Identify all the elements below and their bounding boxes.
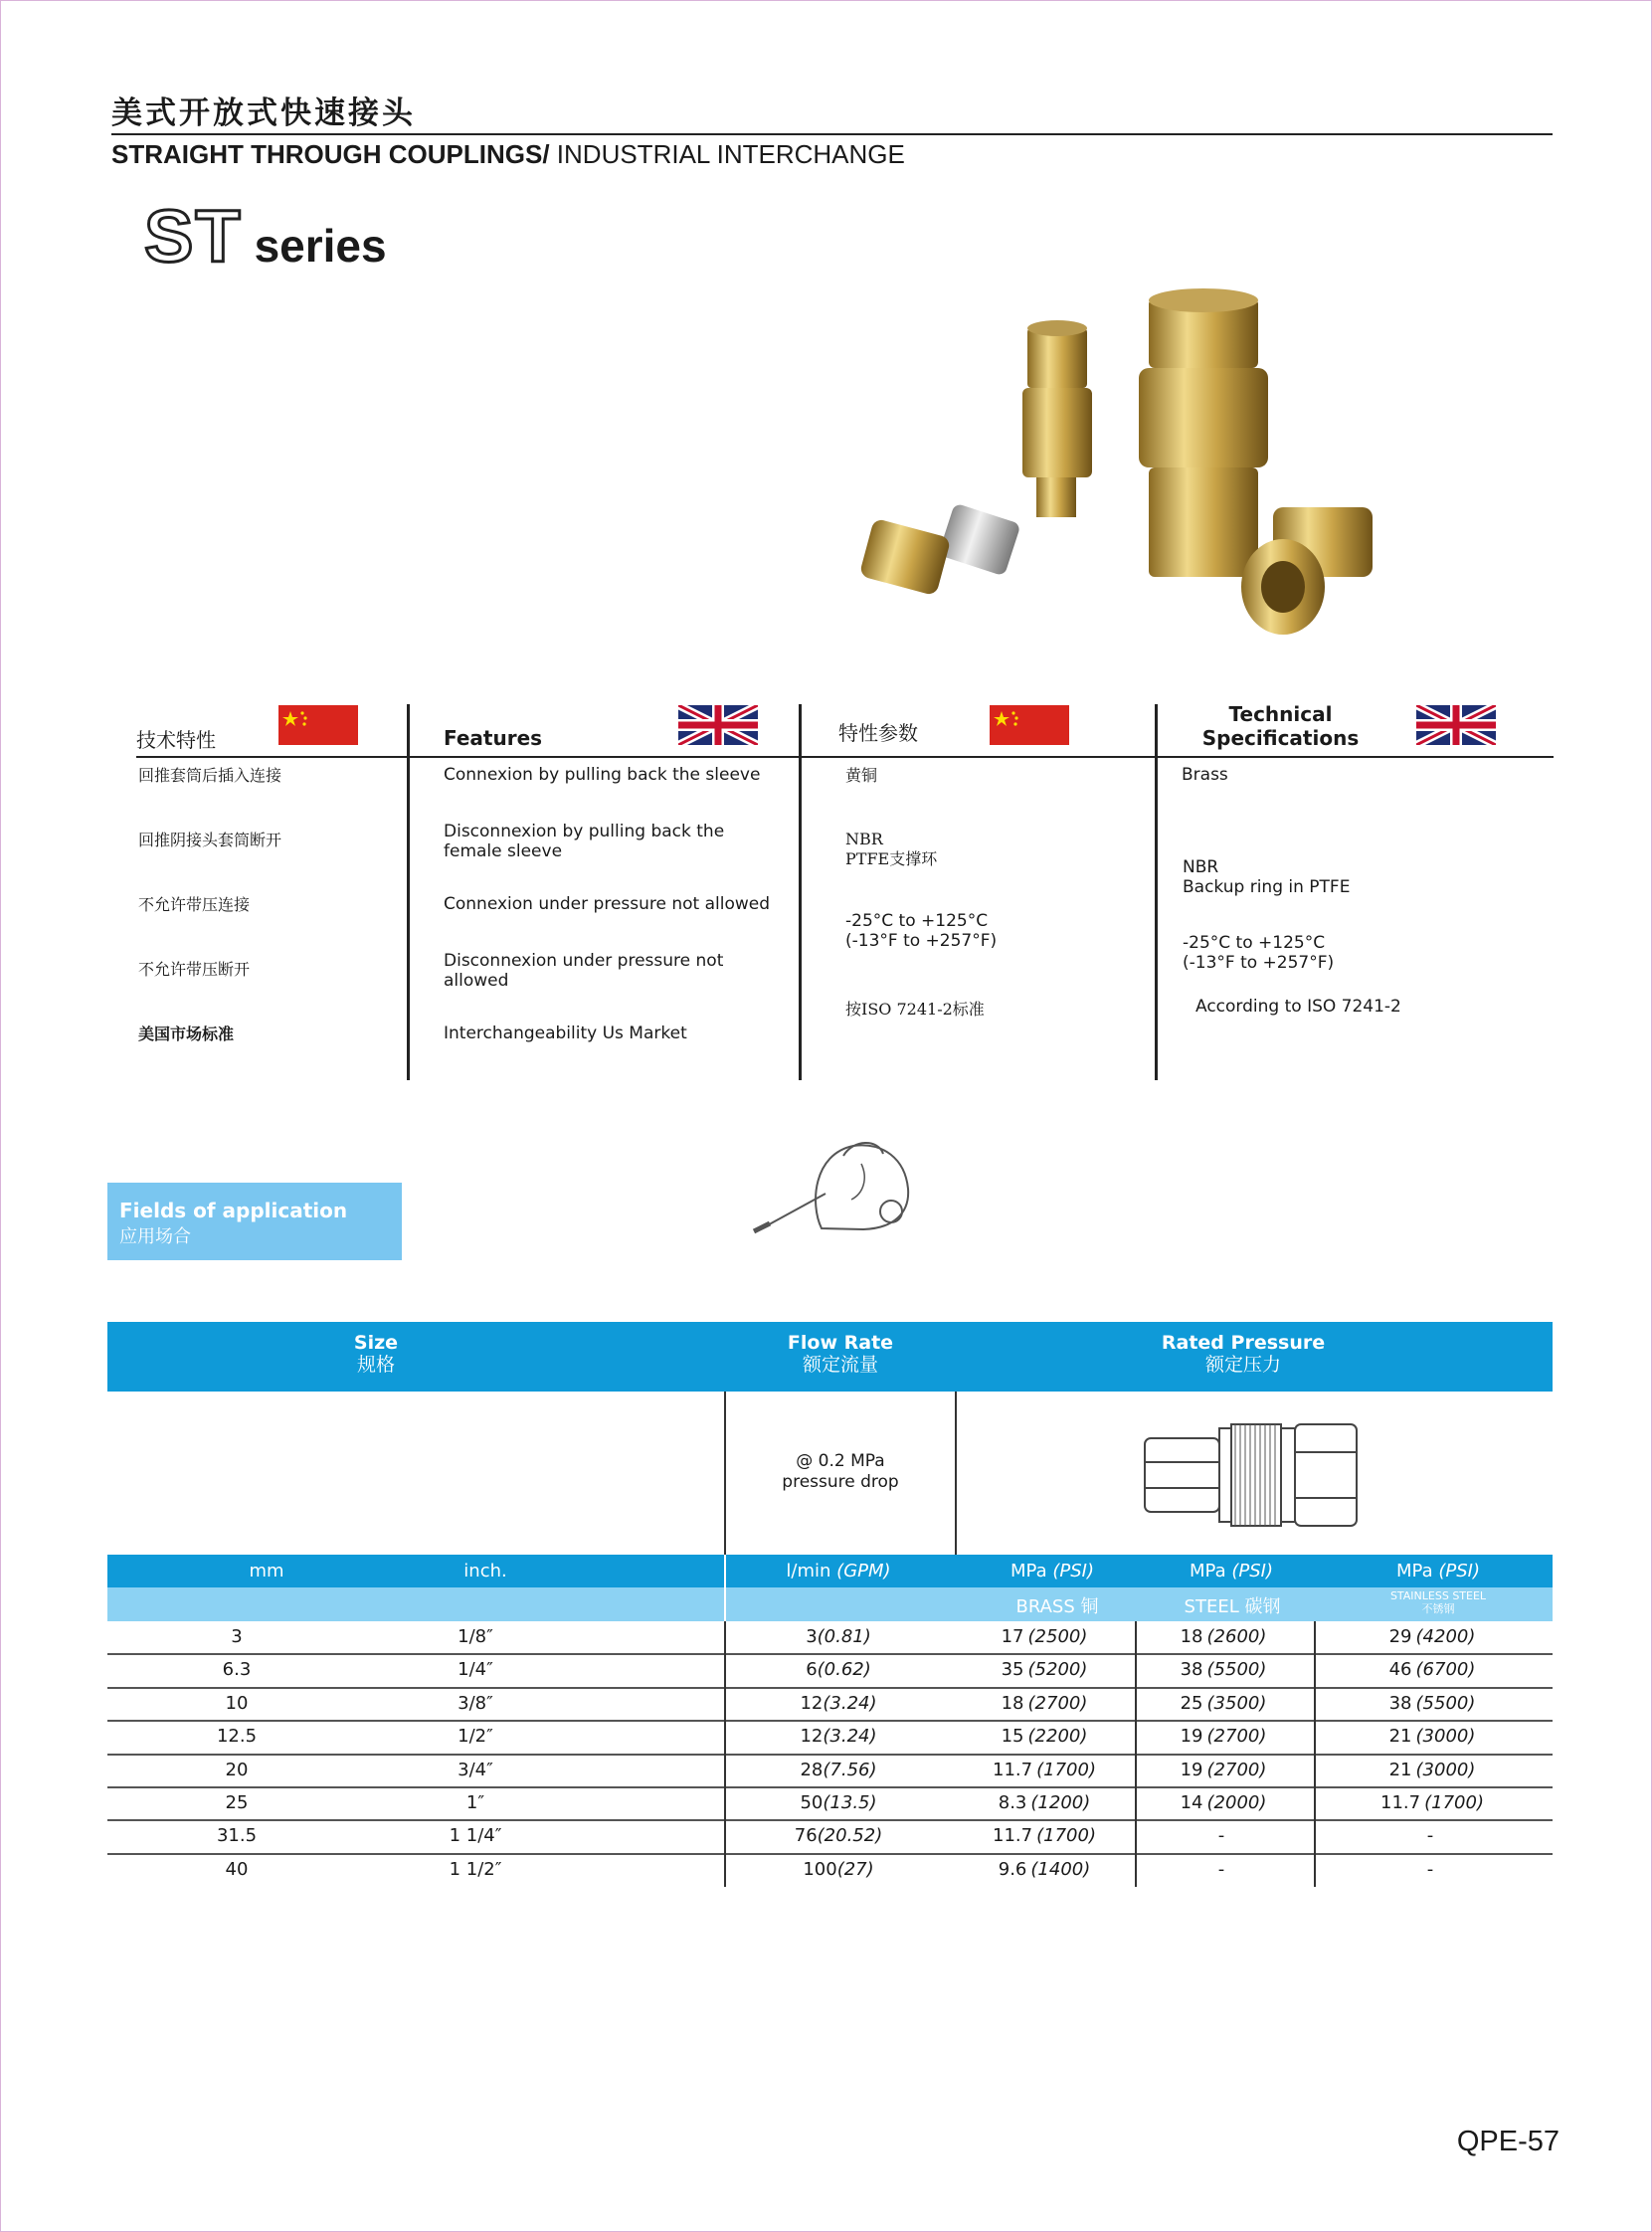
- table-divider: [724, 1621, 726, 1887]
- en-feature-item: female sleeve: [444, 841, 563, 861]
- cell-value: 46: [1388, 1659, 1412, 1681]
- title-en-rest: INDUSTRIAL INTERCHANGE: [549, 139, 905, 169]
- table-cell-flow: [754, 1659, 923, 1680]
- flow-heading-en: Flow Rate: [787, 1332, 894, 1354]
- units-row: [107, 1555, 1553, 1587]
- cell-value: 50: [800, 1792, 824, 1813]
- series-word: series: [254, 220, 387, 272]
- cell-value: 11.7: [993, 1825, 1033, 1847]
- table-cell-ss: [1348, 1659, 1517, 1680]
- cell-value: 15: [1001, 1726, 1024, 1748]
- unit-inch: inch.: [463, 1561, 507, 1581]
- table-cell-ss: [1348, 1825, 1517, 1846]
- table-cell-ss: [1348, 1726, 1517, 1747]
- large-coupler-top: [1149, 288, 1258, 312]
- en-spec-item: NBR: [1183, 857, 1219, 877]
- cell-value: 28: [800, 1759, 824, 1780]
- cell-value: 31.5: [216, 1825, 258, 1847]
- cell-value: 25: [1180, 1692, 1203, 1714]
- front-coupler-bore: [1261, 561, 1305, 613]
- cell-value: 1/4″: [458, 1659, 493, 1681]
- en-feature-item: Disconnexion under pressure not: [444, 951, 724, 971]
- cell-value: 18: [1180, 1626, 1203, 1647]
- cn-spec-item: -25°C to +125°C: [845, 911, 989, 931]
- cell-alt-value: (3500): [1206, 1692, 1267, 1714]
- small-coupler-hex-body: [1027, 328, 1087, 388]
- cell-value: 38: [1388, 1692, 1412, 1714]
- features-col-divider: [1155, 704, 1158, 1080]
- cell-value: 12: [800, 1692, 824, 1714]
- cn-feature-item: 不允许带压断开: [138, 960, 251, 979]
- table-cell-brass: [960, 1659, 1129, 1680]
- table-row-line: [107, 1720, 1553, 1722]
- series-code: ST: [144, 195, 243, 278]
- en-feature-item: Connexion under pressure not allowed: [444, 894, 771, 914]
- small-coupler-top: [1027, 320, 1087, 336]
- cell-value: 1/2″: [458, 1726, 493, 1748]
- cell-value: -: [1217, 1825, 1225, 1847]
- cn-feature-item: 回推阴接头套筒断开: [138, 831, 282, 849]
- cell-value: 9.6: [998, 1858, 1027, 1880]
- cell-value: 76: [794, 1825, 818, 1847]
- cell-alt-value: (1200): [1030, 1792, 1091, 1813]
- pressure-heading-cn: 额定压力: [1204, 1354, 1281, 1376]
- fields-label-cn: 应用场合: [119, 1226, 191, 1247]
- table-cell-mm: [177, 1726, 296, 1747]
- table-cell-inch: [406, 1792, 545, 1813]
- table-cell-inch: [406, 1626, 545, 1647]
- pressure-heading-en: Rated Pressure: [1161, 1332, 1326, 1354]
- cell-value: 6: [806, 1659, 818, 1681]
- cell-alt-value: (5500): [1415, 1692, 1476, 1714]
- cn-spec-item: PTFE支撑环: [845, 849, 938, 868]
- table-cell-steel: [1139, 1825, 1308, 1846]
- steel-plug: [938, 503, 1021, 577]
- cell-value: 3/8″: [458, 1692, 493, 1714]
- unit-steel: [1157, 1561, 1306, 1581]
- cell-alt-value: (1700): [1424, 1792, 1484, 1813]
- table-cell-steel: [1139, 1659, 1308, 1680]
- cell-alt-value: (6700): [1415, 1659, 1476, 1681]
- table-cell-ss: [1348, 1760, 1517, 1780]
- cell-alt-value: (2700): [1206, 1726, 1267, 1748]
- table-row-line: [107, 1653, 1553, 1655]
- table-cell-steel: [1139, 1792, 1308, 1813]
- table-cell-mm: [177, 1659, 296, 1680]
- cell-alt-value: (2200): [1027, 1726, 1088, 1748]
- cn-spec-item: NBR: [845, 830, 883, 848]
- features-cn-heading: 技术特性: [136, 728, 216, 752]
- material-brass: BRASS 铜: [1015, 1596, 1099, 1617]
- cell-alt-value: (3.24): [823, 1692, 877, 1714]
- cell-value: -: [1426, 1825, 1434, 1847]
- uk-flag-icon: [678, 705, 758, 745]
- specs-cn-heading: 特性参数: [838, 721, 918, 745]
- table-row-line: [107, 1754, 1553, 1756]
- features-col-divider: [799, 704, 802, 1080]
- spec-table-header: [107, 1322, 1553, 1392]
- table-row-line: [107, 1853, 1553, 1855]
- table-cell-mm: [177, 1626, 296, 1647]
- flow-heading: [721, 1332, 960, 1376]
- cell-value: 38: [1180, 1659, 1203, 1681]
- size-heading-en: Size: [353, 1332, 399, 1354]
- table-cell-inch: [406, 1726, 545, 1747]
- table-divider: [955, 1392, 957, 1555]
- specs-en-heading-l2: Specifications: [1201, 726, 1360, 750]
- table-cell-inch: [406, 1693, 545, 1714]
- table-cell-ss: [1348, 1626, 1517, 1647]
- cell-alt-value: (2000): [1206, 1792, 1267, 1813]
- unit-flow-main: l/min: [786, 1561, 831, 1581]
- table-row-line: [107, 1687, 1553, 1689]
- cell-value: 1″: [465, 1792, 485, 1813]
- cell-alt-value: (2700): [1206, 1759, 1267, 1780]
- cell-alt-value: (3000): [1415, 1726, 1476, 1748]
- cn-feature-item: 回推套筒后插入连接: [138, 766, 282, 785]
- cell-alt-value: (0.62): [817, 1659, 871, 1681]
- cell-value: 3: [806, 1626, 818, 1647]
- table-cell-flow: [754, 1626, 923, 1647]
- unit-psi: (PSI): [1231, 1561, 1273, 1581]
- cell-value: 21: [1388, 1726, 1412, 1748]
- fields-of-application-box: [107, 1183, 402, 1260]
- unit-mpa: MPa: [1010, 1561, 1047, 1581]
- table-divider: [1314, 1621, 1316, 1887]
- flow-note-l2: pressure drop: [782, 1472, 899, 1492]
- cell-value: 1/8″: [458, 1626, 493, 1647]
- cell-alt-value: (2600): [1206, 1626, 1267, 1647]
- table-cell-steel: [1139, 1626, 1308, 1647]
- en-feature-item: Disconnexion by pulling back the: [444, 822, 725, 841]
- table-cell-brass: [960, 1825, 1129, 1846]
- cell-alt-value: (1700): [1036, 1825, 1096, 1847]
- table-cell-mm: [177, 1693, 296, 1714]
- material-stainless: [1346, 1589, 1531, 1615]
- cell-value: -: [1426, 1858, 1434, 1880]
- title-en-bold: STRAIGHT THROUGH COUPLINGS/: [111, 139, 550, 169]
- table-cell-brass: [960, 1693, 1129, 1714]
- cell-alt-value: (20.52): [817, 1825, 883, 1847]
- cell-value: 20: [225, 1759, 249, 1780]
- features-header-rule: [136, 756, 1554, 758]
- unit-mm: mm: [249, 1561, 284, 1581]
- cn-spec-item: (-13°F to +257°F): [845, 931, 998, 951]
- cell-value: 100: [803, 1858, 837, 1880]
- table-cell-steel: [1139, 1693, 1308, 1714]
- cell-alt-value: (1700): [1036, 1759, 1096, 1780]
- cell-value: 3: [231, 1626, 243, 1647]
- cell-alt-value: (13.5): [823, 1792, 877, 1813]
- cell-alt-value: (3000): [1415, 1759, 1476, 1780]
- unit-psi: (PSI): [1438, 1561, 1480, 1581]
- china-flag-icon: [990, 705, 1069, 745]
- table-cell-flow: [754, 1726, 923, 1747]
- unit-stainless: [1364, 1561, 1513, 1581]
- pressure-washer-icon: [744, 1134, 913, 1238]
- table-cell-brass: [960, 1859, 1129, 1880]
- material-row: [107, 1587, 1553, 1621]
- table-cell-steel: [1139, 1760, 1308, 1780]
- cell-value: 17: [1001, 1626, 1024, 1647]
- features-col-divider: [407, 704, 410, 1080]
- series-title: [144, 194, 387, 279]
- size-heading-cn: 规格: [356, 1354, 395, 1376]
- specs-en-heading-l1: Technical: [1228, 702, 1333, 726]
- unit-flow: [764, 1561, 913, 1581]
- uk-flag-icon: [1416, 705, 1496, 745]
- cell-value: 14: [1180, 1792, 1203, 1813]
- unit-mpa: MPa: [1396, 1561, 1433, 1581]
- cell-value: 11.7: [1380, 1792, 1421, 1813]
- cell-value: 12.5: [216, 1726, 258, 1748]
- specs-en-heading: [1189, 702, 1373, 750]
- cell-alt-value: (2500): [1027, 1626, 1088, 1647]
- table-cell-flow: [754, 1825, 923, 1846]
- table-cell-flow: [754, 1859, 923, 1880]
- cell-value: 12: [800, 1726, 824, 1748]
- size-heading: [257, 1332, 495, 1376]
- unit-mpa: MPa: [1190, 1561, 1226, 1581]
- cell-value: 19: [1180, 1726, 1203, 1748]
- cell-alt-value: (27): [836, 1858, 874, 1880]
- china-flag-icon: [278, 705, 358, 745]
- cn-feature-item: 美国市场标准: [138, 1024, 235, 1043]
- small-coupler-thread: [1036, 477, 1076, 517]
- cell-value: 35: [1001, 1659, 1024, 1681]
- table-cell-brass: [960, 1760, 1129, 1780]
- en-spec-item: -25°C to +125°C: [1183, 933, 1326, 953]
- cell-value: -: [1217, 1858, 1225, 1880]
- cell-alt-value: (4200): [1415, 1626, 1476, 1647]
- cell-alt-value: (5200): [1027, 1659, 1088, 1681]
- small-coupler-sleeve: [1022, 388, 1092, 477]
- large-coupler-sleeve: [1139, 368, 1268, 467]
- large-coupler-bottom-hex: [1149, 467, 1258, 577]
- table-cell-brass: [960, 1626, 1129, 1647]
- unit-psi: (PSI): [1052, 1561, 1094, 1581]
- cell-value: 10: [225, 1692, 249, 1714]
- unit-flow-alt: (GPM): [836, 1561, 891, 1581]
- table-cell-ss: [1348, 1792, 1517, 1813]
- table-cell-flow: [754, 1792, 923, 1813]
- en-spec-item: Brass: [1182, 765, 1228, 785]
- table-cell-ss: [1348, 1859, 1517, 1880]
- coupling-drawing: [1142, 1420, 1361, 1530]
- table-cell-steel: [1139, 1859, 1308, 1880]
- table-cell-flow: [754, 1760, 923, 1780]
- table-cell-mm: [177, 1825, 296, 1846]
- cell-alt-value: (3.24): [823, 1726, 877, 1748]
- cell-value: 29: [1388, 1626, 1412, 1647]
- flow-heading-cn: 额定流量: [802, 1354, 878, 1376]
- cell-value: 21: [1388, 1759, 1412, 1780]
- table-cell-inch: [406, 1825, 545, 1846]
- table-cell-mm: [177, 1792, 296, 1813]
- table-cell-brass: [960, 1726, 1129, 1747]
- cell-value: 19: [1180, 1759, 1203, 1780]
- table-cell-flow: [754, 1693, 923, 1714]
- features-en-heading: Features: [444, 726, 543, 750]
- table-cell-brass: [960, 1792, 1129, 1813]
- table-cell-steel: [1139, 1726, 1308, 1747]
- en-spec-item: According to ISO 7241-2: [1195, 997, 1401, 1017]
- unit-brass: [978, 1561, 1127, 1581]
- title-divider: [111, 133, 1553, 135]
- cell-value: 40: [225, 1858, 249, 1880]
- cell-value: 18: [1001, 1692, 1024, 1714]
- cell-alt-value: (5500): [1206, 1659, 1267, 1681]
- en-spec-item: (-13°F to +257°F): [1183, 953, 1335, 973]
- material-stainless-en: STAINLESS STEEL: [1389, 1589, 1487, 1602]
- cn-spec-item: 黄铜: [845, 766, 878, 785]
- cell-alt-value: (0.81): [817, 1626, 871, 1647]
- en-spec-item: Backup ring in PTFE: [1183, 877, 1351, 897]
- table-divider: [724, 1555, 726, 1621]
- cell-alt-value: (2700): [1027, 1692, 1088, 1714]
- table-cell-ss: [1348, 1693, 1517, 1714]
- pressure-heading: [1124, 1332, 1363, 1376]
- cell-value: 11.7: [993, 1759, 1033, 1780]
- cn-spec-item: 按ISO 7241-2标准: [845, 1000, 985, 1019]
- table-cell-inch: [406, 1859, 545, 1880]
- material-stainless-cn: 不锈钢: [1421, 1602, 1455, 1615]
- material-steel: STEEL 碳钢: [1184, 1596, 1281, 1617]
- en-feature-item: allowed: [444, 971, 509, 991]
- cell-value: 25: [225, 1792, 249, 1813]
- table-cell-mm: [177, 1760, 296, 1780]
- fields-label-en: Fields of application: [119, 1199, 348, 1222]
- cell-value: 6.3: [222, 1659, 252, 1681]
- cell-alt-value: (7.56): [823, 1759, 877, 1780]
- flow-note: [726, 1451, 955, 1493]
- page-number: QPE-57: [1456, 2126, 1560, 2157]
- table-cell-inch: [406, 1659, 545, 1680]
- table-cell-inch: [406, 1760, 545, 1780]
- cell-value: 8.3: [998, 1792, 1027, 1813]
- table-cell-mm: [177, 1859, 296, 1880]
- table-divider: [1135, 1621, 1137, 1887]
- table-row-line: [107, 1786, 1553, 1788]
- cn-feature-item: 不允许带压连接: [138, 895, 251, 914]
- en-feature-item: Connexion by pulling back the sleeve: [444, 765, 761, 785]
- page-title-cn: 美式开放式快速接头: [111, 95, 416, 131]
- flow-note-l1: @ 0.2 MPa: [796, 1451, 885, 1471]
- product-photo: [855, 288, 1412, 647]
- brass-plug: [859, 518, 952, 597]
- cell-value: 3/4″: [458, 1759, 493, 1780]
- cell-alt-value: (1400): [1030, 1858, 1091, 1880]
- cell-value: 1 1/2″: [449, 1858, 502, 1880]
- cell-value: 1 1/4″: [449, 1825, 502, 1847]
- en-feature-item: Interchangeability Us Market: [444, 1023, 687, 1043]
- table-row-line: [107, 1819, 1553, 1821]
- page-title-en: [111, 139, 905, 170]
